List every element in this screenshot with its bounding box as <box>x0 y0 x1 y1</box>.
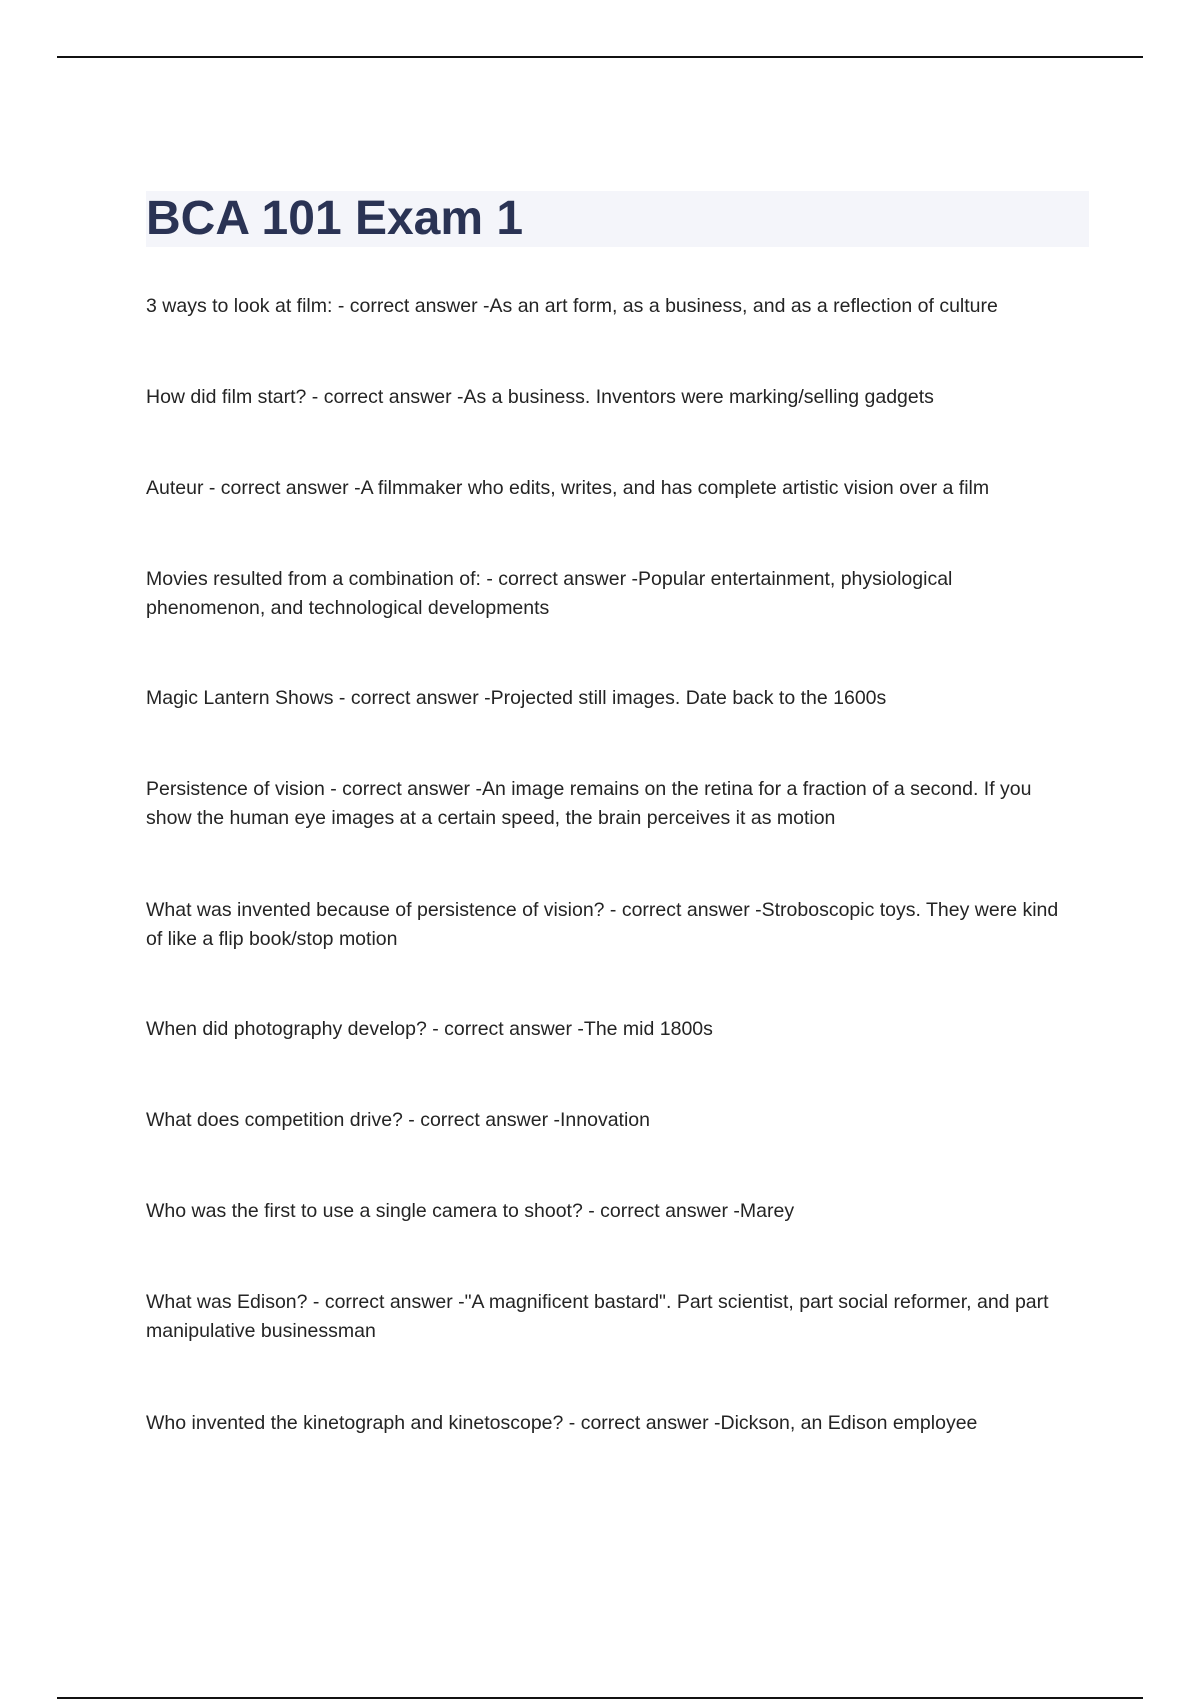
page-title: BCA 101 Exam 1 <box>146 192 524 245</box>
qa-item-1: 3 ways to look at film: - correct answer -As an art form, as a business, and as a reflection of culture <box>146 295 998 317</box>
qa-item-4: Movies resulted from a combination of: - correct answer -Popular entertainment, physiological phenomenon, and technological developments <box>146 568 953 619</box>
bottom-rule <box>57 1697 1143 1699</box>
qa-item-9: What does competition drive? - correct answer -Innovation <box>146 1109 650 1131</box>
qa-item-7: What was invented because of persistence of vision? - correct answer -Stroboscopic toys. They were kind of like a flip book/stop motion <box>146 899 1059 950</box>
qa-item-8: When did photography develop? - correct answer -The mid 1800s <box>146 1018 713 1040</box>
qa-item-12: Who invented the kinetograph and kinetoscope? - correct answer -Dickson, an Edison employee <box>146 1412 978 1434</box>
qa-item-2: How did film start? - correct answer -As a business. Inventors were marking/selling gadgets <box>146 386 934 408</box>
qa-item-5: Magic Lantern Shows - correct answer -Projected still images. Date back to the 1600s <box>146 687 887 709</box>
qa-item-3: Auteur - correct answer -A filmmaker who edits, writes, and has complete artistic vision over a film <box>146 477 990 499</box>
qa-item-11: What was Edison? - correct answer -"A magnificent bastard". Part scientist, part social reformer, and part manipulative businessman <box>146 1291 1049 1342</box>
qa-item-10: Who was the first to use a single camera to shoot? - correct answer -Marey <box>146 1200 795 1222</box>
qa-item-6: Persistence of vision - correct answer -An image remains on the retina for a fraction of a second. If you show the human eye images at a certain speed, the brain perceives it as motion <box>146 778 1032 829</box>
title-banner <box>146 191 1089 247</box>
top-rule <box>57 56 1143 58</box>
